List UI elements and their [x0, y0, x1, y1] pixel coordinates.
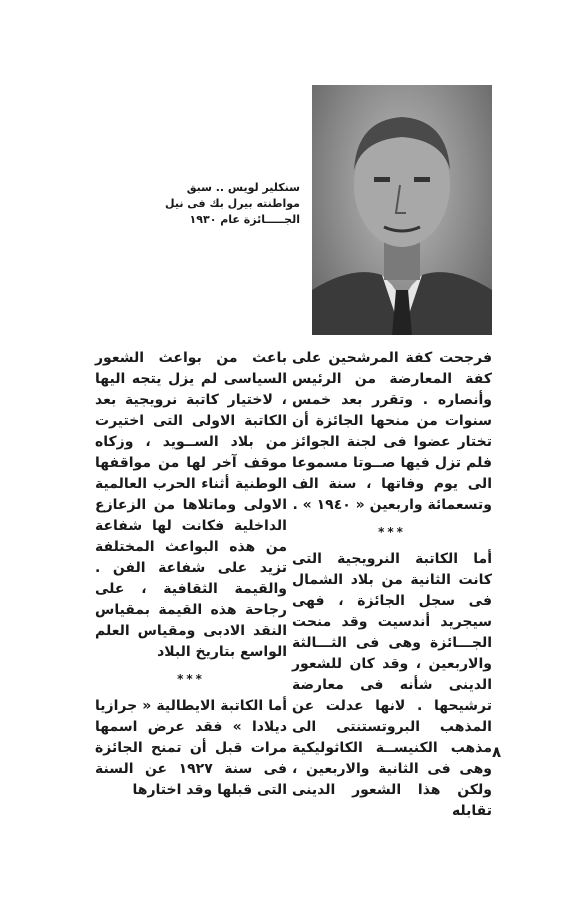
right-column [292, 348, 492, 822]
caption-line: مواطنته بيرل بك فى نيل [165, 197, 300, 210]
paragraph: فرجحت كفة المرشحين على كفة المعارضة من الرئيس وأنصاره . وتقرر بعد خمس سنوات من منحها الجائزة أن تختار عضوا فى لجنة الجوائز فلم تزل فيها صــوتا مسموعا الى يوم وفاتها ، سنة الف وتسعمائة واربعين « ١٩٤٠ » . [292, 350, 492, 513]
section-separator: *** [378, 525, 406, 539]
caption-line: سنكلير لويس .. سبق [186, 181, 300, 194]
paragraph: أما الكاتبة النرويجية التى كانت الثانية من بلاد الشمال فى سجل الجائزة ، فهى سيجريد أندسيت وقد منحت الجـــائزة وهى فى الثـــالثة والاربعين ، وقد كان للشعور الدينى شأنه فى معارضة ترشيحها . لانها عدلت عن المذهب البروتستنتى الى مذهب الكنيســة الكاثوليكية وهى فى الثانية والاربعين ، ولكن هذا الشعور الدينى تقابله [292, 551, 492, 819]
section-separator: *** [177, 672, 205, 686]
paragraph: أما الكاتبة الايطالية « جرازيا ديلادا » فقد عرض اسمها مرات قبل أن تمنح الجائزة فى سنة ١٩٢٧ عن السنة التى قبلها وقد اختارها [95, 698, 287, 798]
page-number: ٨ [492, 743, 502, 761]
portrait-figure [312, 85, 492, 335]
caption-line: الجـــــائزة عام ١٩٣٠ [189, 213, 300, 226]
paragraph: باعث من بواعث الشعور السياسى لم يزل يتجه اليها ، لاختيار كاتبة نرويجية بعد الكاتبة الاولى التى اختيرت من بلاد الســويد ، وزكاه موقف آخر لها من مواقفها الوطنية أثناء الحرب العالمية الاولى وماتلاها من الزعازع الداخلية فكانت لها شفاعة من هذه البواعث المختلفة تزيد على شفاعة الفن . والقيمة الثقافية ، على رجاحة هذه القيمة بمقياس النقد الادبى ومقياس العلم الواسع بتاريخ البلاد [95, 350, 287, 660]
photo-caption [150, 180, 300, 228]
left-column [95, 348, 287, 801]
portrait-photo [312, 85, 492, 335]
